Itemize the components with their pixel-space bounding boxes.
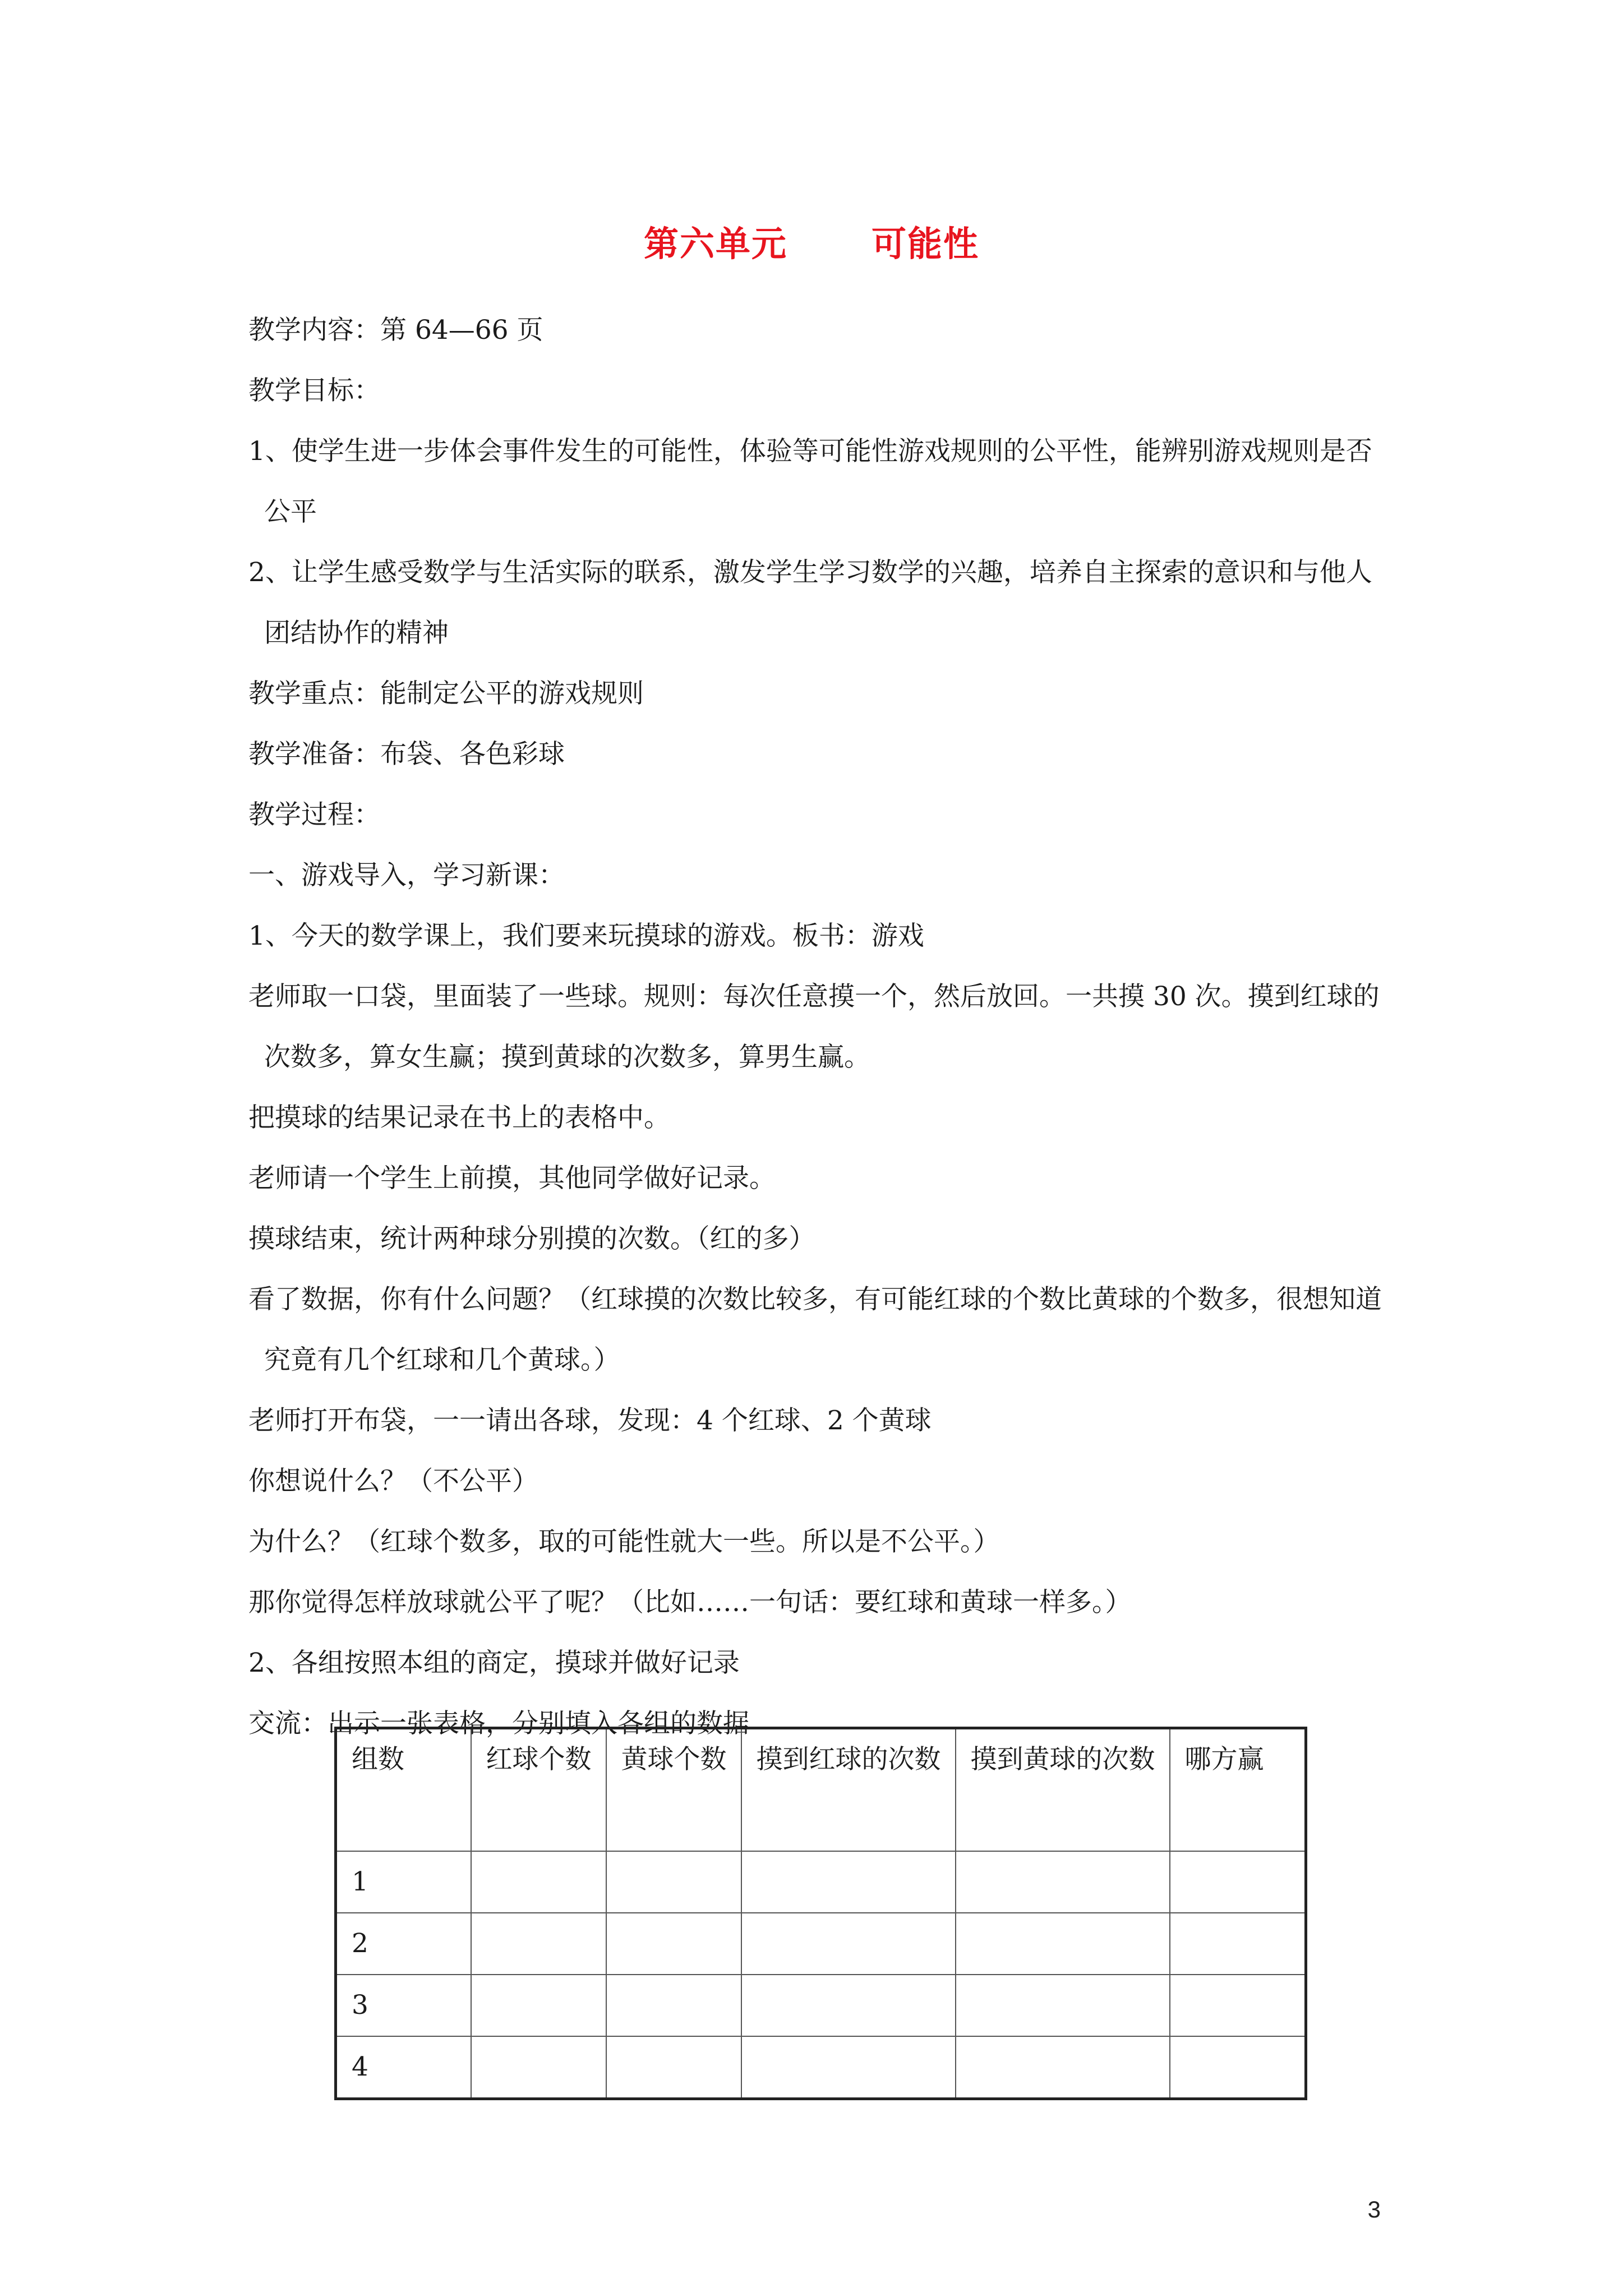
table-cell bbox=[606, 1975, 741, 2036]
header-cell: 黄球个数 bbox=[606, 1728, 741, 1852]
data-question: 看了数据，你有什么问题？（红球摸的次数比较多，有可能红球的个数比黄球的个数多，很想知道究竟有几个红球和几个黄球。） bbox=[248, 1284, 1382, 1375]
table-cell bbox=[741, 1851, 956, 1913]
table-cell bbox=[741, 1975, 956, 2036]
table-row bbox=[336, 2036, 1306, 2099]
table-cell bbox=[471, 1851, 606, 1913]
teaching-content: 教学内容：第 64—66 页 bbox=[248, 315, 543, 346]
title-unit: 第六单元 bbox=[643, 223, 787, 264]
teaching-process-heading: 教学过程： bbox=[248, 799, 380, 830]
table-cell bbox=[741, 1913, 956, 1975]
what-to-say: 你想说什么？（不公平） bbox=[248, 1466, 538, 1497]
table-cell bbox=[1170, 1975, 1306, 2036]
header-cell: 摸到红球的次数 bbox=[741, 1728, 956, 1852]
goal-2: 2、让学生感受数学与生活实际的联系，激发学生学习数学的兴趣，培养自主探索的意识和与他人团结协作的精神 bbox=[248, 557, 1372, 648]
table-cell bbox=[1170, 2036, 1306, 2099]
header-cell: 组数 bbox=[336, 1728, 471, 1852]
game-rules: 老师取一口袋，里面装了一些球。规则：每次任意摸一个，然后放回。一共摸 30 次。摸到红球的次数多，算女生赢；摸到黄球的次数多，算男生赢。 bbox=[248, 981, 1380, 1073]
table-cell bbox=[606, 2036, 741, 2099]
why-question: 为什么？（红球个数多，取的可能性就大一些。所以是不公平。） bbox=[248, 1526, 1000, 1557]
step-1: 1、今天的数学课上，我们要来玩摸球的游戏。板书：游戏 bbox=[248, 921, 924, 951]
table-cell bbox=[606, 1851, 741, 1913]
table-row bbox=[336, 1913, 1306, 1975]
table-cell: 2 bbox=[336, 1913, 471, 1975]
lesson-body bbox=[248, 300, 1393, 1754]
table-cell bbox=[956, 1913, 1170, 1975]
table-cell: 1 bbox=[336, 1851, 471, 1913]
draw-result: 摸球结束，统计两种球分别摸的次数。（红的多） bbox=[248, 1223, 815, 1254]
page-title bbox=[0, 216, 1623, 266]
table-cell bbox=[956, 1975, 1170, 2036]
table-cell: 4 bbox=[336, 2036, 471, 2099]
open-bag: 老师打开布袋，一一请出各球，发现：4 个红球、2 个黄球 bbox=[248, 1405, 932, 1436]
page-number: 3 bbox=[1367, 2196, 1381, 2223]
record-instruction: 把摸球的结果记录在书上的表格中。 bbox=[248, 1102, 670, 1133]
table-row bbox=[336, 1851, 1306, 1913]
section-1-heading: 一、游戏导入，学习新课： bbox=[248, 860, 565, 891]
teaching-goals-heading: 教学目标： bbox=[248, 375, 380, 406]
table-cell bbox=[471, 1913, 606, 1975]
goal-1: 1、使学生进一步体会事件发生的可能性，体验等可能性游戏规则的公平性，能辨别游戏规则是否公平 bbox=[248, 436, 1372, 527]
table-cell bbox=[1170, 1851, 1306, 1913]
title-topic: 可能性 bbox=[872, 223, 980, 264]
table-cell bbox=[741, 2036, 956, 2099]
table-row bbox=[336, 1975, 1306, 2036]
exchange-instruction: 交流：出示一张表格，分别填入各组的数据 bbox=[248, 1708, 749, 1739]
fair-question: 那你觉得怎样放球就公平了呢？（比如……一句话：要红球和黄球一样多。） bbox=[248, 1587, 1132, 1618]
table-cell: 3 bbox=[336, 1975, 471, 2036]
table-header-row bbox=[336, 1728, 1306, 1852]
header-cell: 红球个数 bbox=[471, 1728, 606, 1852]
step-2: 2、各组按照本组的商定，摸球并做好记录 bbox=[248, 1648, 740, 1678]
header-cell: 哪方赢 bbox=[1170, 1728, 1306, 1852]
teaching-focus: 教学重点：能制定公平的游戏规则 bbox=[248, 678, 644, 709]
table-cell bbox=[606, 1913, 741, 1975]
table-cell bbox=[471, 2036, 606, 2099]
record-table-wrapper bbox=[334, 1727, 1307, 2100]
student-draws: 老师请一个学生上前摸，其他同学做好记录。 bbox=[248, 1163, 776, 1194]
table-cell bbox=[956, 2036, 1170, 2099]
table-cell bbox=[471, 1975, 606, 2036]
header-cell: 摸到黄球的次数 bbox=[956, 1728, 1170, 1852]
table-cell bbox=[1170, 1913, 1306, 1975]
table-cell bbox=[956, 1851, 1170, 1913]
teaching-preparation: 教学准备：布袋、各色彩球 bbox=[248, 739, 565, 770]
record-table bbox=[334, 1727, 1307, 2100]
